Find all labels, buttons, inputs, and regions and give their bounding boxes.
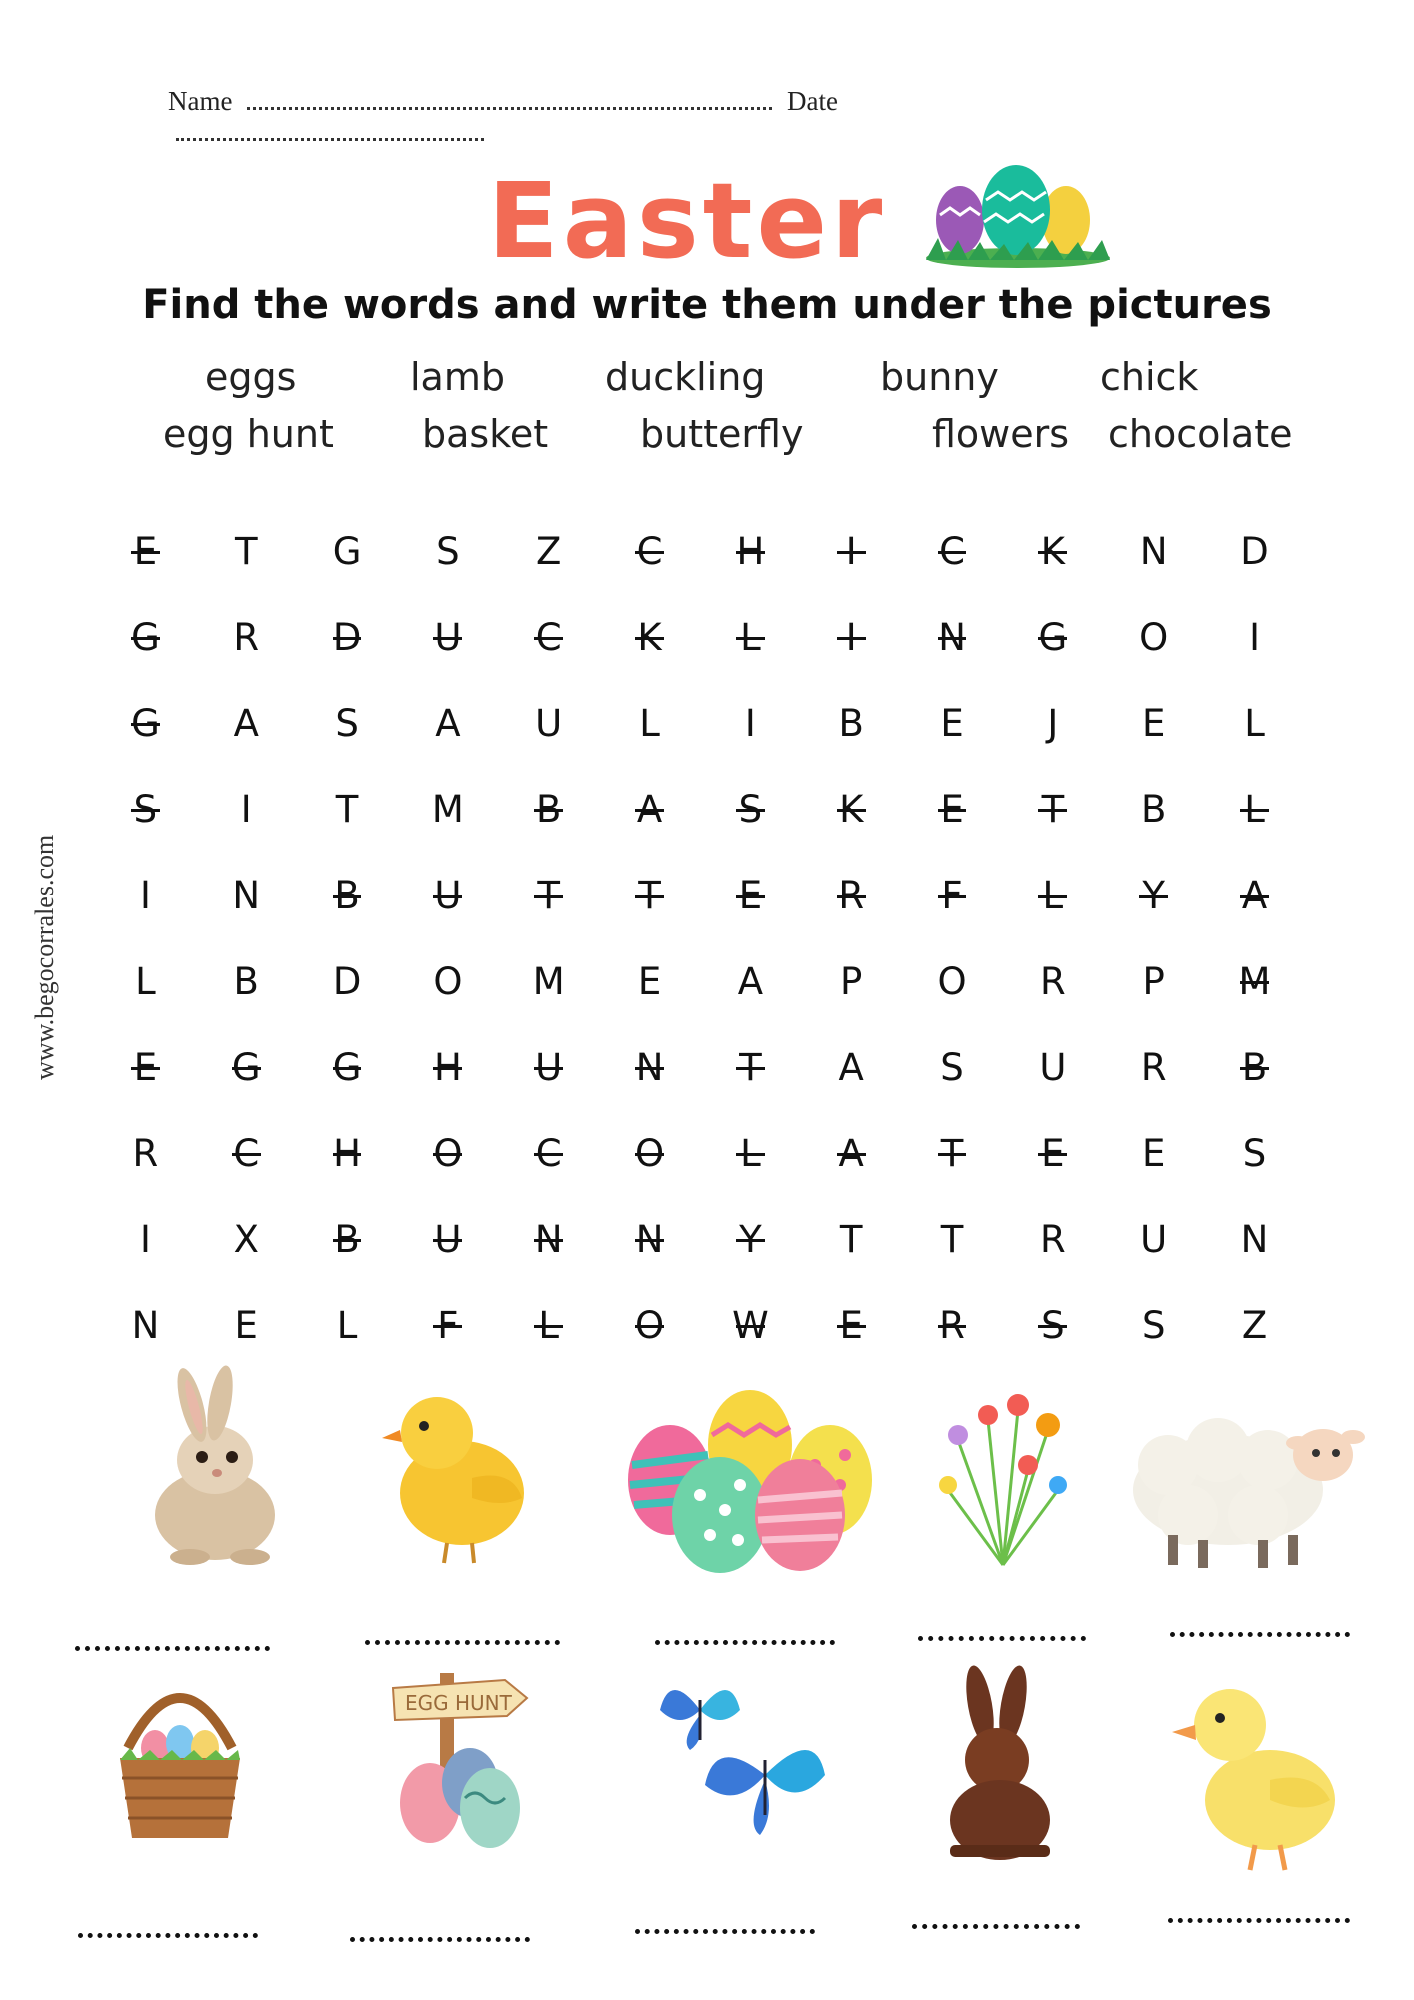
duckling-picture: [1170, 1670, 1340, 1880]
grid-letter[interactable]: W: [700, 1304, 801, 1347]
grid-letter[interactable]: I: [139, 873, 151, 917]
grid-letter[interactable]: D: [297, 616, 398, 659]
grid-letter[interactable]: P: [1142, 959, 1165, 1003]
grid-letter[interactable]: I: [744, 701, 756, 745]
grid-letter[interactable]: E: [1142, 1131, 1166, 1175]
grid-letter[interactable]: L: [498, 1304, 599, 1347]
grid-letter[interactable]: O: [937, 959, 967, 1003]
website-credit: www.begocorrales.com: [30, 834, 59, 1080]
word-flowers: flowers: [932, 412, 1070, 456]
answer-line-flowers[interactable]: [918, 1636, 1086, 1641]
title-container: [0, 160, 1414, 282]
grid-letter[interactable]: A: [737, 959, 764, 1003]
chocolate-picture: [935, 1665, 1065, 1860]
grid-letter[interactable]: K: [599, 616, 700, 659]
answer-line-basket[interactable]: [78, 1933, 258, 1938]
answer-line-bunny[interactable]: [75, 1646, 270, 1651]
grid-letter[interactable]: E: [1142, 701, 1166, 745]
grid-letter[interactable]: G: [196, 1046, 297, 1089]
word-lamb: lamb: [410, 355, 505, 399]
grid-letter[interactable]: L: [700, 616, 801, 659]
grid-letter[interactable]: O: [433, 959, 463, 1003]
grid-letter[interactable]: I: [801, 530, 902, 573]
grid-letter[interactable]: E: [234, 1303, 258, 1347]
grid-letter[interactable]: E: [801, 1304, 902, 1347]
name-label: Name: [168, 86, 233, 116]
grid-letter[interactable]: O: [599, 1304, 700, 1347]
grid-letter[interactable]: M: [1204, 960, 1305, 1003]
answer-line-eggs[interactable]: [655, 1640, 835, 1645]
grid-letter[interactable]: T: [940, 1217, 964, 1261]
butterfly-picture: [650, 1670, 840, 1850]
grid-letter[interactable]: M: [532, 959, 565, 1003]
grid-letter[interactable]: B: [297, 1218, 398, 1261]
date-label: Date: [786, 86, 838, 116]
grid-letter[interactable]: G: [1002, 616, 1103, 659]
grid-letter[interactable]: N: [1240, 1217, 1269, 1261]
grid-letter[interactable]: H: [700, 530, 801, 573]
bunny-picture: [120, 1365, 300, 1565]
word-basket: basket: [422, 412, 549, 456]
grid-letter[interactable]: M: [431, 787, 464, 831]
grid-letter[interactable]: F: [902, 874, 1003, 917]
grid-letter[interactable]: U: [1039, 1045, 1067, 1089]
grid-letter[interactable]: Y: [700, 1218, 801, 1261]
grid-letter[interactable]: K: [1002, 530, 1103, 573]
grid-letter[interactable]: A: [1204, 874, 1305, 917]
grid-letter[interactable]: L: [1204, 788, 1305, 831]
grid-letter[interactable]: C: [902, 530, 1003, 573]
grid-letter[interactable]: D: [1240, 529, 1269, 573]
grid-row: [95, 1110, 1305, 1196]
word-duckling: duckling: [605, 355, 766, 399]
grid-letter[interactable]: S: [1242, 1131, 1267, 1175]
grid-letter[interactable]: N: [902, 616, 1003, 659]
grid-letter[interactable]: R: [1140, 1045, 1167, 1089]
word-butterfly: butterfly: [640, 412, 804, 456]
grid-letter[interactable]: U: [498, 1046, 599, 1089]
grid-letter[interactable]: T: [1002, 788, 1103, 831]
grid-letter[interactable]: P: [840, 959, 863, 1003]
grid-letter[interactable]: U: [397, 1218, 498, 1261]
grid-letter[interactable]: L: [1244, 701, 1265, 745]
grid-letter[interactable]: C: [599, 530, 700, 573]
grid-letter[interactable]: H: [297, 1132, 398, 1175]
grid-letter[interactable]: S: [95, 788, 196, 831]
easter-eggs-icon: [918, 160, 1118, 270]
grid-letter[interactable]: J: [1047, 701, 1059, 745]
grid-letter[interactable]: A: [801, 1132, 902, 1175]
grid-letter[interactable]: Y: [1103, 874, 1204, 917]
grid-letter[interactable]: I: [240, 787, 252, 831]
grid-letter[interactable]: B: [498, 788, 599, 831]
word-eggs: eggs: [205, 355, 297, 399]
grid-letter[interactable]: A: [233, 701, 259, 745]
grid-letter[interactable]: C: [498, 616, 599, 659]
grid-letter[interactable]: F: [397, 1304, 498, 1347]
grid-letter[interactable]: A: [599, 788, 700, 831]
grid-letter[interactable]: N: [232, 873, 261, 917]
grid-letter[interactable]: R: [1040, 1217, 1066, 1261]
grid-letter[interactable]: S: [940, 1045, 964, 1089]
name-field[interactable]: [247, 89, 772, 110]
grid-letter[interactable]: C: [498, 1132, 599, 1175]
word-chocolate: chocolate: [1108, 412, 1293, 456]
grid-letter[interactable]: B: [297, 874, 398, 917]
grid-letter[interactable]: N: [498, 1218, 599, 1261]
grid-letter[interactable]: N: [1139, 529, 1168, 573]
grid-letter[interactable]: C: [196, 1132, 297, 1175]
grid-letter[interactable]: Z: [1241, 1303, 1268, 1347]
page-title: Easter: [487, 160, 887, 282]
grid-letter[interactable]: L: [1002, 874, 1103, 917]
word-chick: chick: [1100, 355, 1199, 399]
grid-letter[interactable]: G: [95, 702, 196, 745]
grid-letter[interactable]: E: [637, 959, 662, 1003]
grid-row: [95, 1282, 1305, 1368]
grid-letter[interactable]: T: [839, 1217, 863, 1261]
grid-letter[interactable]: A: [838, 1045, 864, 1089]
grid-letter[interactable]: I: [139, 1217, 151, 1261]
answer-line-butterfly[interactable]: [635, 1929, 815, 1934]
grid-letter[interactable]: G: [332, 529, 362, 573]
grid-letter[interactable]: K: [801, 788, 902, 831]
answer-line-chick[interactable]: [365, 1640, 560, 1645]
grid-row: [95, 594, 1305, 680]
grid-letter[interactable]: N: [599, 1046, 700, 1089]
grid-letter[interactable]: A: [435, 701, 461, 745]
grid-letter[interactable]: N: [599, 1218, 700, 1261]
answer-line-lamb[interactable]: [1170, 1632, 1350, 1637]
grid-letter[interactable]: B: [838, 701, 864, 745]
answer-line-egg-hunt[interactable]: [350, 1937, 530, 1942]
grid-letter[interactable]: L: [700, 1132, 801, 1175]
grid-letter[interactable]: U: [397, 616, 498, 659]
grid-letter[interactable]: L: [639, 701, 660, 745]
grid-letter[interactable]: E: [700, 874, 801, 917]
grid-letter[interactable]: R: [1040, 959, 1066, 1003]
grid-letter[interactable]: G: [95, 616, 196, 659]
grid-letter[interactable]: T: [902, 1132, 1003, 1175]
egg-hunt-sign-text: EGG HUNT: [405, 1691, 512, 1715]
grid-row: [95, 508, 1305, 594]
answer-line-chocolate[interactable]: [912, 1924, 1080, 1929]
grid-letter[interactable]: E: [1002, 1132, 1103, 1175]
grid-letter[interactable]: E: [95, 530, 196, 573]
grid-letter[interactable]: U: [535, 701, 563, 745]
grid-letter[interactable]: B: [1204, 1046, 1305, 1089]
grid-letter[interactable]: Z: [536, 529, 562, 573]
grid-letter[interactable]: L: [336, 1303, 358, 1347]
grid-letter[interactable]: I: [1249, 615, 1260, 659]
grid-letter[interactable]: E: [95, 1046, 196, 1089]
grid-letter[interactable]: D: [332, 959, 362, 1003]
grid-row: [95, 680, 1305, 766]
grid-letter[interactable]: S: [1002, 1304, 1103, 1347]
word-bunny: bunny: [880, 355, 999, 399]
grid-letter[interactable]: X: [233, 1217, 259, 1261]
grid-row: [95, 766, 1305, 852]
word-egg-hunt: egg hunt: [163, 412, 334, 456]
grid-row: [95, 1024, 1305, 1110]
grid-letter[interactable]: O: [397, 1132, 498, 1175]
name-date-header: [168, 86, 1168, 148]
grid-row: [95, 1196, 1305, 1282]
basket-picture: [110, 1668, 250, 1843]
instruction: Find the words and write them under the pictures: [142, 282, 1272, 328]
grid-row: [95, 852, 1305, 938]
grid-letter[interactable]: O: [599, 1132, 700, 1175]
grid-letter[interactable]: R: [902, 1304, 1003, 1347]
grid-letter[interactable]: S: [1141, 1303, 1166, 1347]
lamb-picture: [1128, 1395, 1368, 1575]
grid-letter[interactable]: T: [700, 1046, 801, 1089]
grid-letter[interactable]: I: [801, 616, 902, 659]
grid-letter[interactable]: L: [135, 959, 156, 1003]
date-field[interactable]: [176, 120, 484, 141]
grid-letter[interactable]: T: [335, 787, 359, 831]
chick-picture: [362, 1368, 542, 1568]
grid-letter[interactable]: T: [498, 874, 599, 917]
grid-letter[interactable]: S: [700, 788, 801, 831]
grid-letter[interactable]: O: [1139, 615, 1169, 659]
flowers-picture: [928, 1380, 1078, 1570]
grid-letter[interactable]: T: [599, 874, 700, 917]
grid-letter[interactable]: T: [234, 529, 258, 573]
word-search-grid: [95, 508, 1305, 1368]
grid-letter[interactable]: R: [233, 615, 260, 659]
grid-letter[interactable]: G: [297, 1046, 398, 1089]
grid-row: [95, 938, 1305, 1024]
grid-letter[interactable]: U: [1140, 1217, 1168, 1261]
grid-letter[interactable]: S: [335, 701, 359, 745]
answer-line-duckling[interactable]: [1168, 1918, 1350, 1923]
grid-letter[interactable]: R: [132, 1131, 159, 1175]
grid-letter[interactable]: E: [940, 701, 964, 745]
grid-letter[interactable]: B: [233, 959, 259, 1003]
grid-letter[interactable]: U: [397, 874, 498, 917]
grid-letter[interactable]: B: [1141, 787, 1167, 831]
grid-letter[interactable]: R: [801, 874, 902, 917]
grid-letter[interactable]: S: [436, 529, 460, 573]
eggs-picture: [620, 1385, 880, 1575]
grid-letter[interactable]: E: [902, 788, 1003, 831]
grid-letter[interactable]: N: [131, 1303, 160, 1347]
grid-letter[interactable]: H: [397, 1046, 498, 1089]
egg-hunt-picture: [385, 1668, 535, 1858]
